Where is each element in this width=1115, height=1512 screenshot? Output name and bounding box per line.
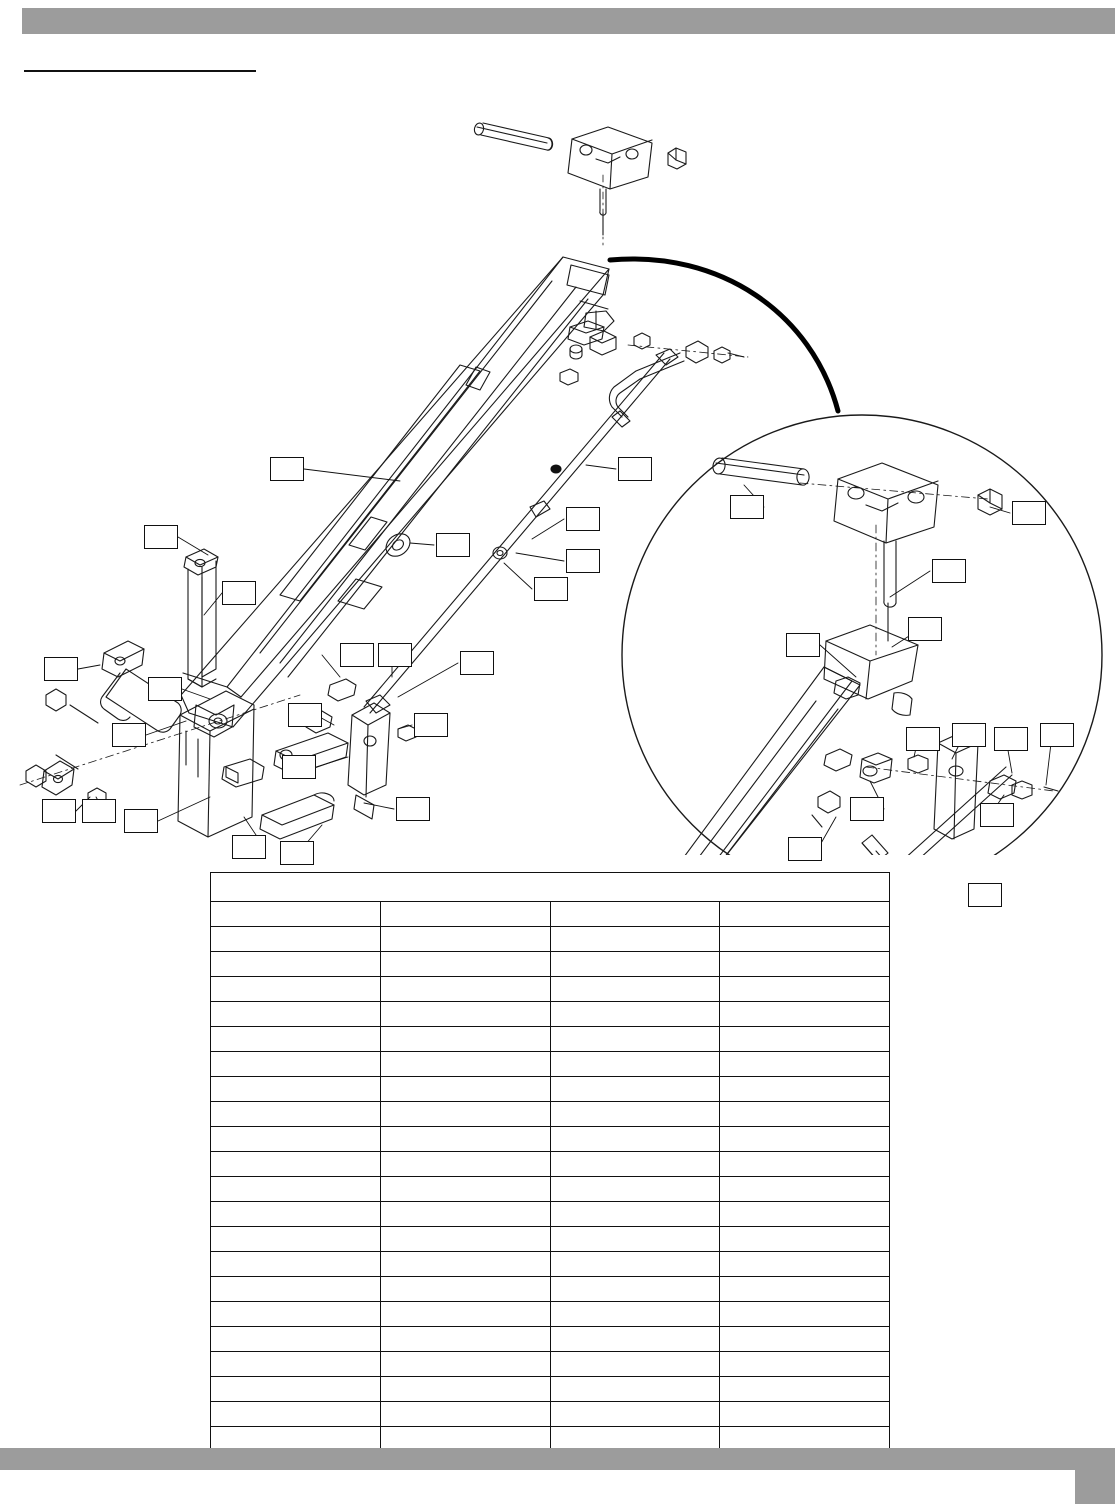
callout-c23 (280, 841, 314, 865)
callout-c10 (340, 643, 374, 667)
cell-r1-c3 (720, 952, 890, 977)
table-row (211, 927, 890, 952)
vertical-post (184, 549, 218, 687)
table-row (211, 1302, 890, 1327)
cell-r18-c0 (211, 1377, 381, 1402)
cell-r11-c1 (380, 1202, 550, 1227)
callout-c12 (460, 651, 494, 675)
callout-c22 (232, 835, 266, 859)
cell-r10-c1 (380, 1177, 550, 1202)
table-row (211, 1027, 890, 1052)
footer-bar (0, 1448, 1075, 1470)
cell-r6-c1 (380, 1077, 550, 1102)
table-row (211, 1127, 890, 1152)
cell-r2-c2 (550, 977, 720, 1002)
page-number (1075, 1448, 1115, 1504)
cell-r8-c1 (380, 1127, 550, 1152)
cell-r7-c2 (550, 1102, 720, 1127)
callout-c28 (786, 633, 820, 657)
cell-r2-c0 (211, 977, 381, 1002)
cell-r12-c3 (720, 1227, 890, 1252)
cell-r15-c3 (720, 1302, 890, 1327)
callout-c20 (124, 809, 158, 833)
table-row (211, 1352, 890, 1377)
cell-r17-c2 (550, 1352, 720, 1377)
cell-r3-c3 (720, 1002, 890, 1027)
cell-r2-c1 (380, 977, 550, 1002)
cell-r4-c1 (380, 1027, 550, 1052)
cell-r16-c3 (720, 1327, 890, 1352)
cell-r14-c1 (380, 1277, 550, 1302)
callout-c11 (378, 643, 412, 667)
table-header-row (211, 902, 890, 927)
cell-r16-c1 (380, 1327, 550, 1352)
cell-r15-c2 (550, 1302, 720, 1327)
table-row (211, 1052, 890, 1077)
callout-c26 (932, 559, 966, 583)
cell-r8-c2 (550, 1127, 720, 1152)
detail-circle (622, 415, 1102, 855)
table-row (211, 1377, 890, 1402)
parts-table-body (211, 902, 890, 1452)
table-row (211, 1177, 890, 1202)
top-pin-assembly (473, 122, 686, 245)
cell-r11-c2 (550, 1202, 720, 1227)
table-row (211, 1327, 890, 1352)
cell-r7-c1 (380, 1102, 550, 1127)
callout-c7 (534, 577, 568, 601)
cell-r9-c0 (211, 1152, 381, 1177)
cell-r3-c2 (550, 1002, 720, 1027)
cell-r19-c1 (380, 1402, 550, 1427)
callout-c31 (994, 727, 1028, 751)
callout-c29 (906, 727, 940, 751)
callout-c4 (436, 533, 470, 557)
cell-r18-c1 (380, 1377, 550, 1402)
cell-r19-c3 (720, 1402, 890, 1427)
cell-r4-c2 (550, 1027, 720, 1052)
callout-c17 (282, 755, 316, 779)
cell-r0-c1 (380, 927, 550, 952)
table-row (211, 1252, 890, 1277)
cell-r6-c3 (720, 1077, 890, 1102)
callout-c25 (1012, 501, 1046, 525)
cell-r10-c2 (550, 1177, 720, 1202)
cell-r9-c2 (550, 1152, 720, 1177)
callout-c13 (148, 677, 182, 701)
cell-r13-c0 (211, 1252, 381, 1277)
callout-c6 (566, 549, 600, 573)
cell-r12-c2 (550, 1227, 720, 1252)
cell-r3-c0 (211, 1002, 381, 1027)
cell-r0-c3 (720, 927, 890, 952)
column-header-2 (550, 902, 720, 927)
callout-c33 (850, 797, 884, 821)
callout-c5 (566, 507, 600, 531)
table-row (211, 1227, 890, 1252)
table-row (211, 1102, 890, 1127)
cell-r13-c2 (550, 1252, 720, 1277)
cell-r4-c3 (720, 1027, 890, 1052)
callout-c27 (908, 617, 942, 641)
callout-c30 (952, 723, 986, 747)
callout-c35 (788, 837, 822, 861)
cell-r10-c0 (211, 1177, 381, 1202)
table-row (211, 952, 890, 977)
cell-r2-c3 (720, 977, 890, 1002)
cell-r19-c2 (550, 1402, 720, 1427)
table-row (211, 1077, 890, 1102)
callout-c36 (968, 883, 1002, 907)
cell-r0-c0 (211, 927, 381, 952)
cell-r12-c0 (211, 1227, 381, 1252)
cell-r1-c2 (550, 952, 720, 977)
cell-r16-c0 (211, 1327, 381, 1352)
table-title-row (211, 873, 890, 902)
callout-c1 (270, 457, 304, 481)
cell-r18-c2 (550, 1377, 720, 1402)
column-header-1 (380, 902, 550, 927)
header-bar (22, 8, 1115, 34)
table-row (211, 1202, 890, 1227)
cell-r17-c1 (380, 1352, 550, 1377)
cell-r19-c0 (211, 1402, 381, 1427)
column-header-0 (211, 902, 381, 927)
cell-r8-c3 (720, 1127, 890, 1152)
cell-r1-c1 (380, 952, 550, 977)
callout-c19 (82, 799, 116, 823)
callout-c9 (44, 657, 78, 681)
cell-r17-c0 (211, 1352, 381, 1377)
cell-r5-c3 (720, 1052, 890, 1077)
callout-c21 (396, 797, 430, 821)
cell-r12-c1 (380, 1227, 550, 1252)
cell-r14-c2 (550, 1277, 720, 1302)
table-row (211, 1002, 890, 1027)
cell-r7-c3 (720, 1102, 890, 1127)
cell-r14-c0 (211, 1277, 381, 1302)
callout-c24 (730, 495, 764, 519)
header-bar-gap (0, 8, 22, 34)
cell-r8-c0 (211, 1127, 381, 1152)
cell-r1-c0 (211, 952, 381, 977)
handle-tube (609, 353, 684, 427)
cell-r9-c1 (380, 1152, 550, 1177)
callout-c8 (222, 581, 256, 605)
cell-r15-c1 (380, 1302, 550, 1327)
cell-r4-c0 (211, 1027, 381, 1052)
cell-r7-c0 (211, 1102, 381, 1127)
column-header-3 (720, 902, 890, 927)
cell-r5-c1 (380, 1052, 550, 1077)
cell-r13-c3 (720, 1252, 890, 1277)
parts-table-head (211, 873, 890, 902)
callout-c16 (112, 723, 146, 747)
callout-c14 (288, 703, 322, 727)
parts-list-table (210, 872, 890, 1452)
callout-c2 (618, 457, 652, 481)
cell-r6-c0 (211, 1077, 381, 1102)
callout-c18 (42, 799, 76, 823)
cell-r11-c0 (211, 1202, 381, 1227)
table-row (211, 1277, 890, 1302)
callout-c34 (980, 803, 1014, 827)
callout-c32 (1040, 723, 1074, 747)
table-row (211, 977, 890, 1002)
cell-r11-c3 (720, 1202, 890, 1227)
cell-r16-c2 (550, 1327, 720, 1352)
cell-r15-c0 (211, 1302, 381, 1327)
cell-r18-c3 (720, 1377, 890, 1402)
callout-c15 (414, 713, 448, 737)
cell-r5-c0 (211, 1052, 381, 1077)
table-title-cell (211, 873, 890, 902)
cell-r10-c3 (720, 1177, 890, 1202)
cell-r9-c3 (720, 1152, 890, 1177)
cell-r6-c2 (550, 1077, 720, 1102)
cell-r0-c2 (550, 927, 720, 952)
cell-r13-c1 (380, 1252, 550, 1277)
exploded-assembly-figure (0, 55, 1115, 855)
small-hardware-top (560, 321, 748, 385)
cell-r17-c3 (720, 1352, 890, 1377)
callout-c3 (144, 525, 178, 549)
cell-r3-c1 (380, 1002, 550, 1027)
table-row (211, 1402, 890, 1427)
cell-r14-c3 (720, 1277, 890, 1302)
cell-r5-c2 (550, 1052, 720, 1077)
table-row (211, 1152, 890, 1177)
